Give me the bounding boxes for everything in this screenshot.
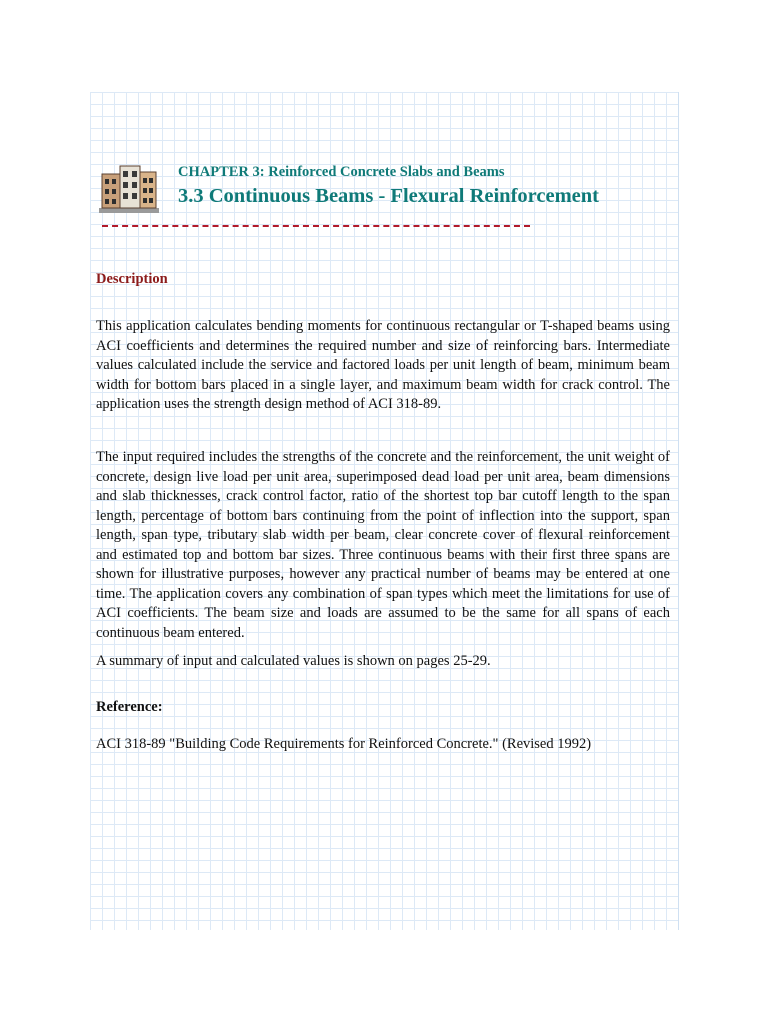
description-paragraph-1: This application calculates bending moments for continuous rectangular or T-shaped beams using ACI coefficients and determines the required number and size of reinforcing bars. Intermediate values calculated include the service and factored loads per unit length of beam, minimum beam width for bottom bars placed in a single layer, and maximum beam width for crack control. The application uses the strength design method of ACI 318-89. xyxy=(96,318,670,412)
dashed-divider xyxy=(102,225,530,227)
description-heading: Description xyxy=(96,271,168,287)
reference-heading: Reference: xyxy=(96,699,163,715)
reference-text: ACI 318-89 "Building Code Requirements for Reinforced Concrete." (Revised 1992) xyxy=(96,736,592,752)
chapter-label: CHAPTER 3: Reinforced Concrete Slabs and Beams xyxy=(178,164,505,180)
document-page xyxy=(90,92,679,930)
page-title: 3.3 Continuous Beams - Flexural Reinforcement xyxy=(178,185,599,207)
building-icon xyxy=(98,162,160,214)
description-paragraph-2: The input required includes the strengths of the concrete and the reinforcement, the unit weight of concrete, design live load per unit area, superimposed dead load per unit area, beam dimensions and slab thicknesses, crack control factor, ratio of the shortest top bar cutoff length to the span length, percentage of bottom bars continuing from the point of inflection into the support, span length, span type, tributary slab width per beam, clear concrete cover of flexural reinforcement and estimated top and bottom bar sizes. Three continuous beams with their first three spans are shown for illustrative purposes, however any practical number of beams may be entered at one time. The application covers any combination of span types which meet the limitations for use of ACI coefficients. The beam size and loads are assumed to be the same for all spans of each continuous beam entered. xyxy=(96,449,670,641)
description-paragraph-3: A summary of input and calculated values is shown on pages 25-29. xyxy=(96,653,491,669)
